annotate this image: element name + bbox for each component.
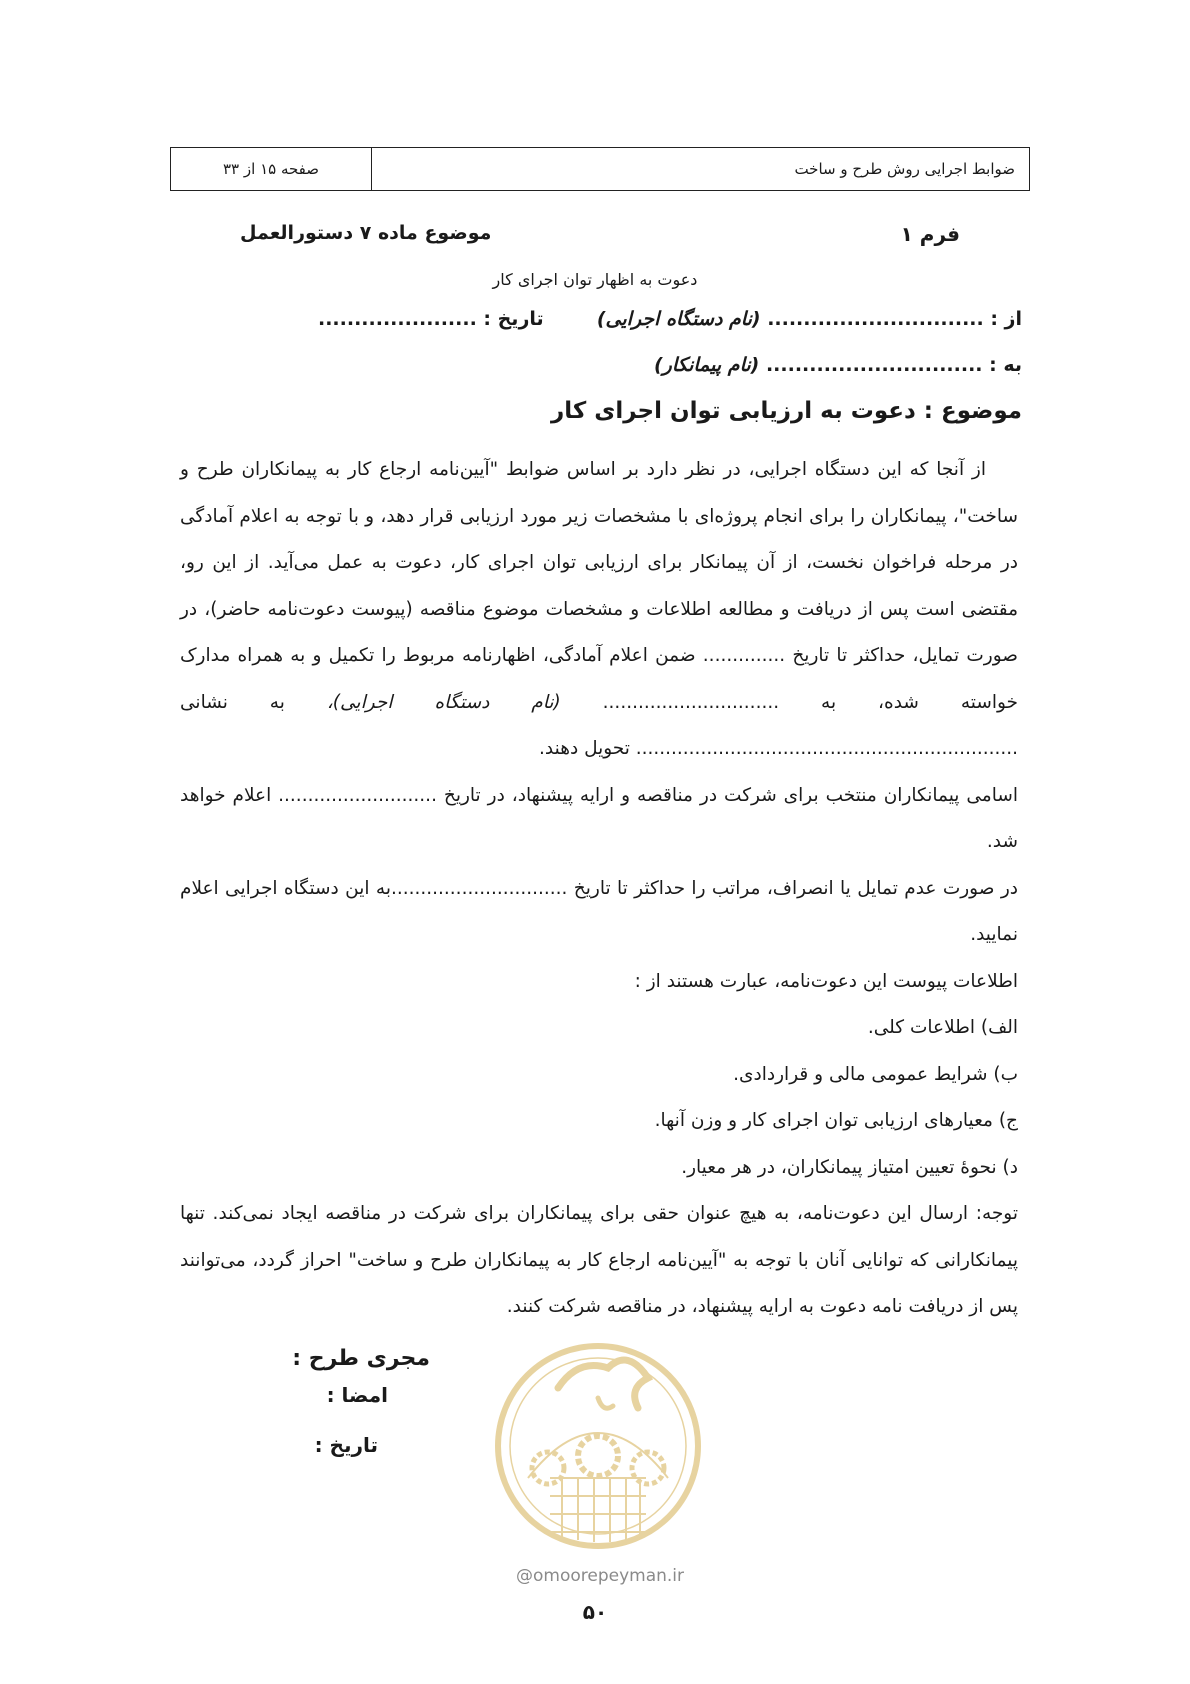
paragraph-1-end: به نشانی ................................................................. تحویل دهند. [180,691,1018,759]
list-item: د) نحوهٔ تعیین امتیاز پیمانکاران، در هر معیار. [681,1156,1018,1178]
form-row [170,222,1030,256]
paragraph-3: در صورت عدم تمایل یا انصراف، مراتب را حداکثر تا تاریخ ..............................به این دستگاه اجرایی اعلام نمایید. [180,877,1018,945]
page-number: ۵۰ [582,1600,608,1624]
paragraph-2: اسامی پیمانکاران منتخب برای شرکت در مناقصه و ارایه پیشنهاد، در تاریخ ........................... اعلام خواهد شد. [180,784,1018,852]
body-text [180,447,1018,1331]
watermark-url: @omoorepeyman.ir [515,1566,685,1586]
to-label: به : .............................. [765,354,1022,376]
form-subject-ref: موضوع ماده ۷ دستورالعمل [240,222,492,244]
date-line: تاریخ : ...................... [318,308,544,330]
from-line [597,308,1022,330]
subject-line: موضوع : دعوت به ارزیابی توان اجرای کار [551,398,1022,424]
paragraph-1-agency-name: (نام دستگاه اجرایی)، [326,691,561,713]
to-line [654,354,1022,376]
note-paragraph: توجه: ارسال این دعوت‌نامه، به هیچ عنوان حقی برای پیمانکاران برای شرکت در مناقصه ایجاد نمی‌کند. تنها پیمانکارانی که توانایی آنان با توجه به "آیین‌نامه ارجاع کار به پیمانکاران طرح و ساخت" احراز گردد، می‌توانند پس از دریافت نامه دعوت به ارایه پیشنهاد، در مناقصه شرکت کنند. [180,1203,1018,1317]
from-name: (نام دستگاه اجرایی) [596,308,761,330]
signature-title: مجری طرح : [292,1346,430,1371]
watermark-logo-icon [488,1328,708,1574]
list-item: الف) اطلاعات کلی. [867,1017,1018,1038]
signature-block [250,1346,430,1483]
document-title: ضوابط اجرایی روش طرح و ساخت [794,160,1015,178]
paragraph-1-text: از آنجا که این دستگاه اجرایی، در نظر دارد بر اساس ضوابط "آیین‌نامه ارجاع کار به پیمانکاران طرح و ساخت"، پیمانکاران را برای انجام پروژه‌ای با مشخصات زیر مورد ارزیابی قرار دهد، و با توجه به اعلام آمادگی در مرحله فراخوان نخست، از آن پیمانکار برای ارزیابی توان اجرای کار، دعوت به عمل می‌آید. از این رو، مقتضی است پس از دریافت و مطالعه اطلاعات و مشخصات موضوع مناقصه (پیوست دعوت‌نامه حاضر)، در صورت تمایل، حداکثر تا تاریخ .............. ضمن اعلام آمادگی، اظهارنامه مربوط را تکمیل و به همراه مدارک خواسته شده، به .............................. [180,459,1018,713]
header-table [170,147,1030,191]
from-label: از : .............................. [767,308,1022,330]
invite-heading: دعوت به اظهار توان اجرای کار [492,270,698,289]
list-item: ب) شرایط عمومی مالی و قراردادی. [733,1063,1018,1085]
attachments-intro: اطلاعات پیوست این دعوت‌نامه، عبارت هستند از : [634,970,1018,992]
paragraph-1 [180,447,1018,773]
signature-sign: امضا : [326,1383,388,1407]
form-number: فرم ۱ [900,222,960,246]
list-item: ج) معیارهای ارزیابی توان اجرای کار و وزن آنها. [654,1110,1018,1131]
signature-date: تاریخ : [314,1433,378,1457]
to-name: (نام پیمانکار) [653,354,760,376]
page-indicator: صفحه ۱۵ از ۳۳ [171,148,372,190]
